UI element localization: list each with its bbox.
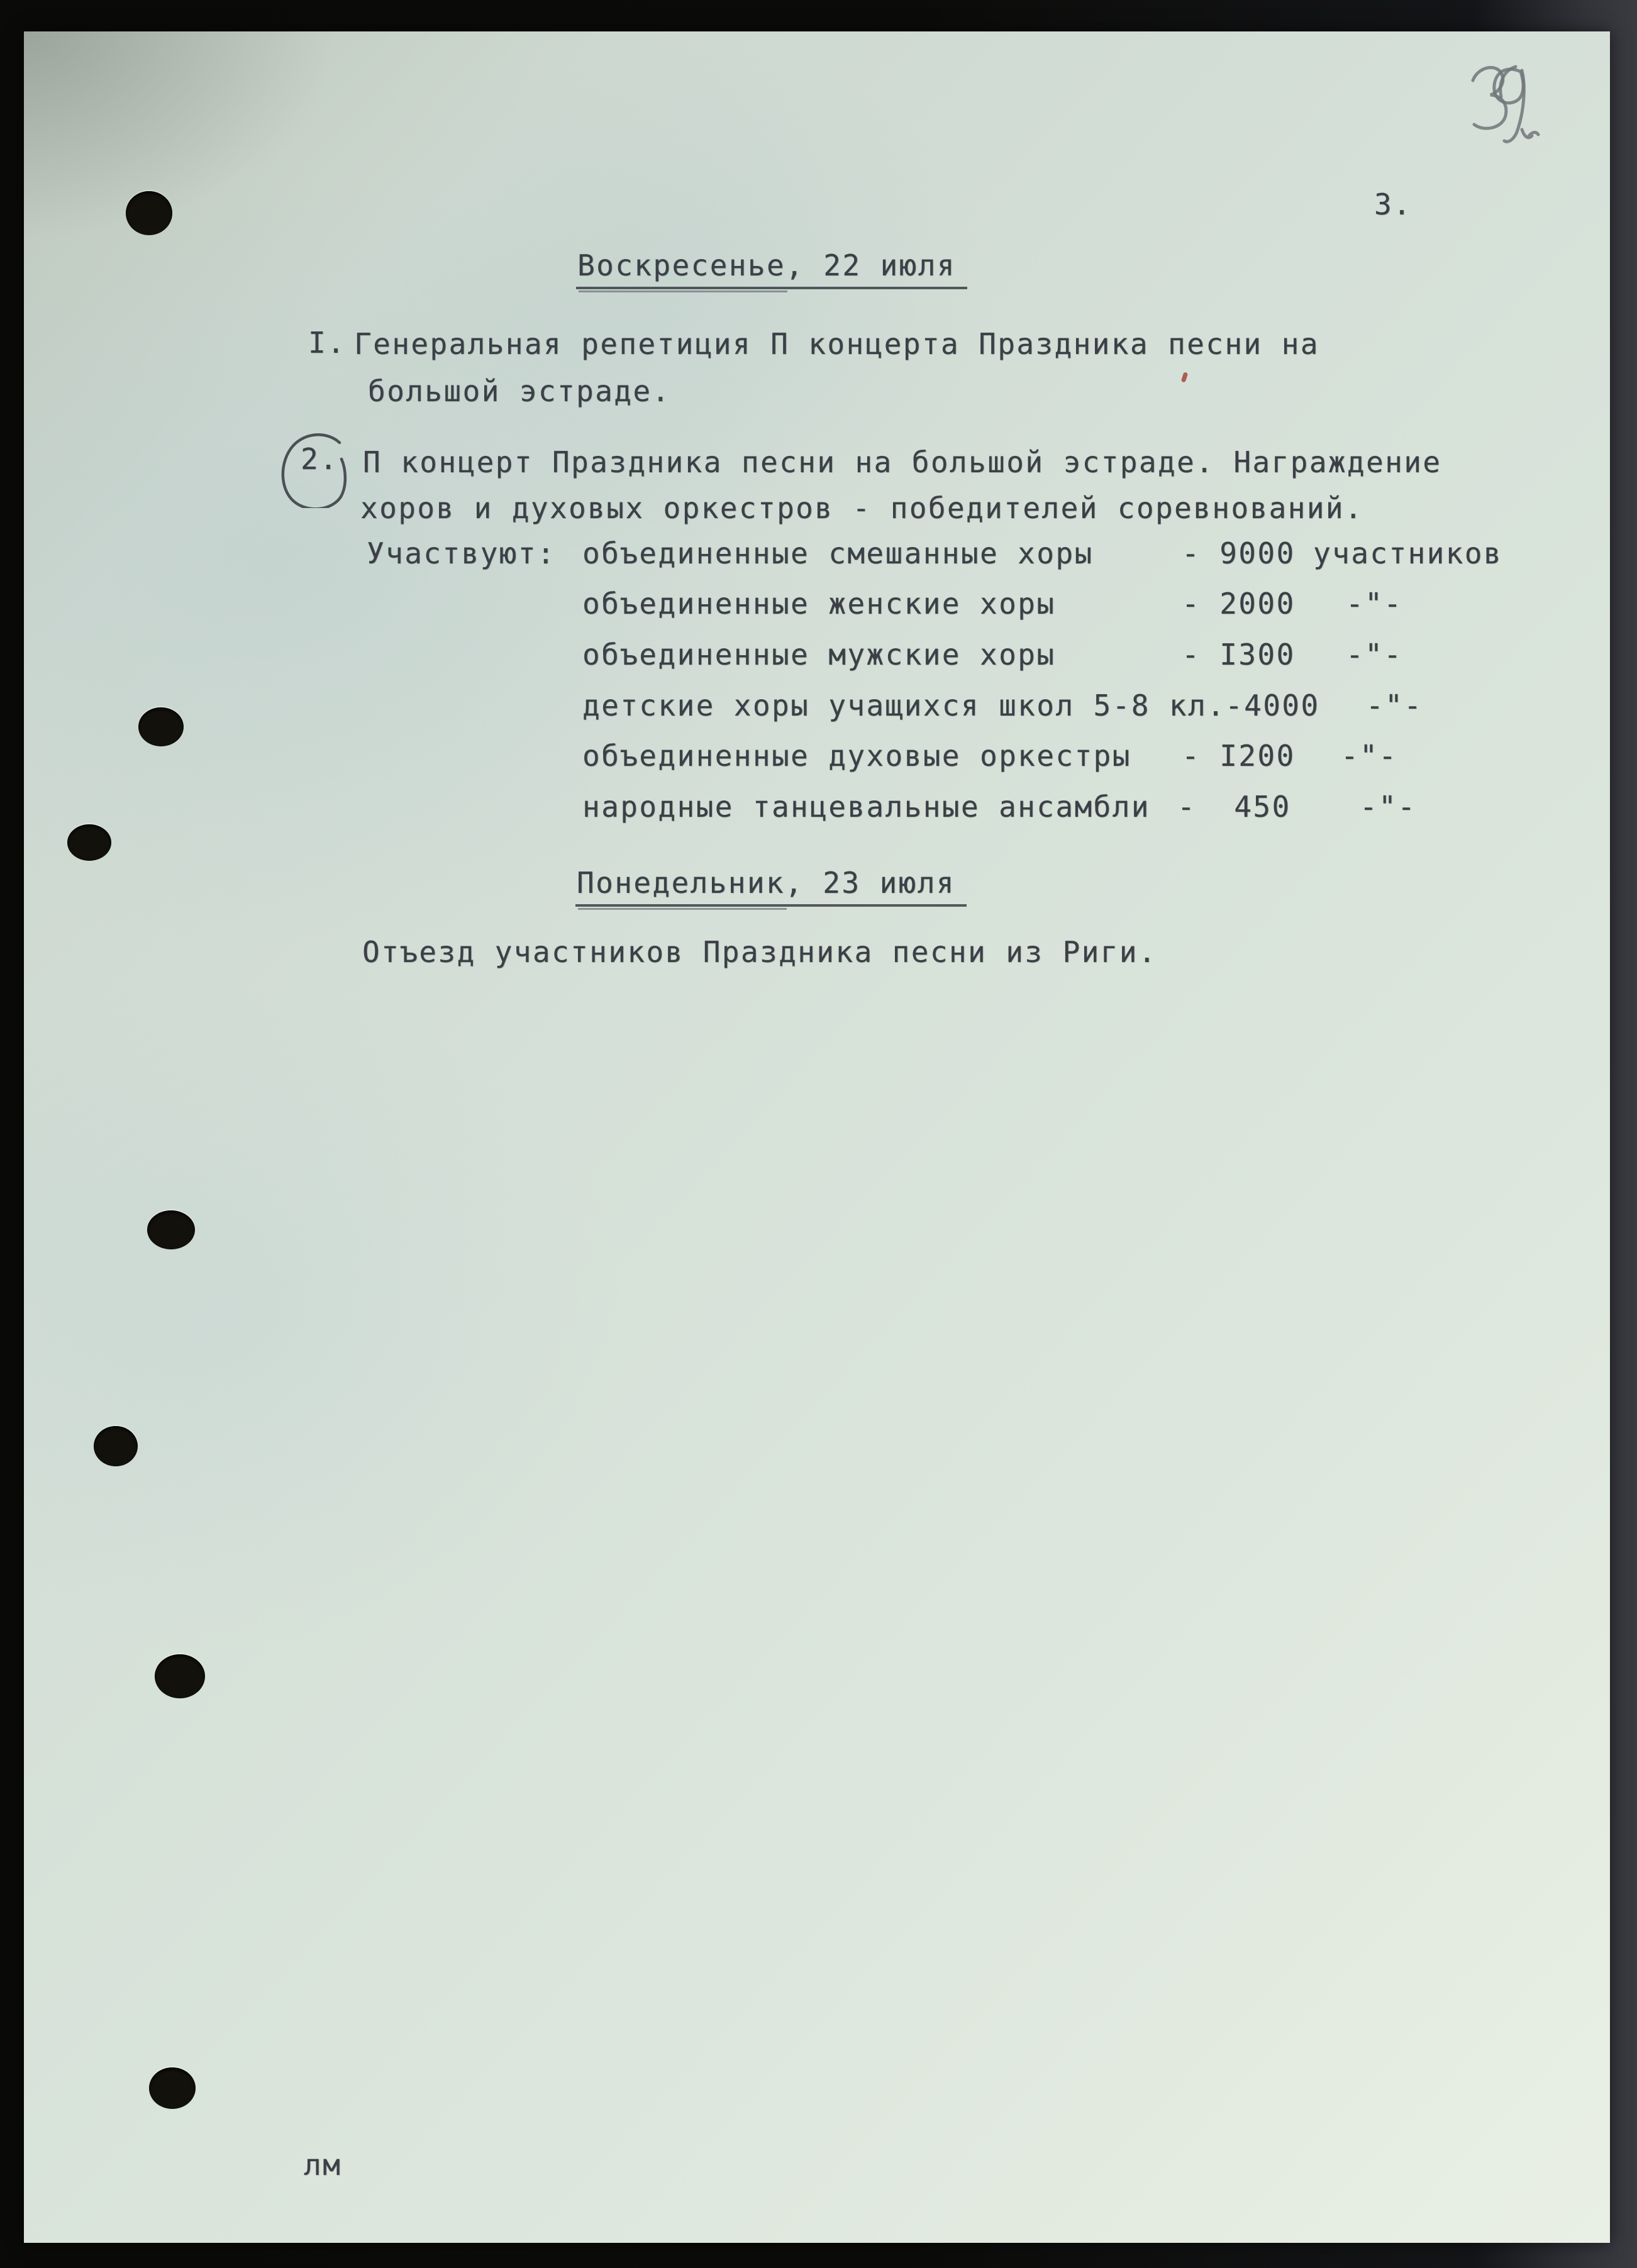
participant-count: - I300: [1182, 638, 1296, 672]
participant-group: народные танцевальные ансамбли: [582, 790, 1150, 824]
departure-text: Отъезд участников Праздника песни из Риги.: [362, 935, 1157, 969]
list-item-text: П концерт Праздника песни на большой эстраде. Награждение: [363, 445, 1442, 479]
typist-initials: лм: [304, 2148, 342, 2182]
punch-hole: [94, 1426, 138, 1466]
punch-hole: [138, 707, 184, 746]
participant-group: объединенные духовые оркестры: [582, 739, 1131, 773]
handwritten-page-number: [1467, 62, 1542, 147]
list-item-number: 2.: [301, 442, 339, 476]
participants-label: Участвуют:: [367, 536, 556, 570]
participant-unit: -"-: [1366, 689, 1423, 722]
participant-group: объединенные женские хоры: [582, 587, 1056, 621]
punch-hole: [67, 824, 111, 861]
punch-hole: [149, 2067, 196, 2109]
heading-sunday: Воскресенье, 22 июля: [576, 248, 967, 289]
heading-monday: Понедельник, 23 июля: [575, 866, 967, 907]
participant-unit: -"-: [1346, 587, 1403, 621]
list-item-text: большой эстраде.: [368, 374, 671, 408]
ink-speck: [1181, 372, 1189, 382]
participant-count: -4000: [1225, 689, 1320, 722]
participant-count: - I200: [1182, 739, 1296, 773]
list-item-text: Генеральная репетиция П концерта Праздника песни на: [354, 327, 1319, 361]
participant-count: - 9000: [1182, 536, 1296, 570]
participant-count: - 2000: [1182, 587, 1296, 621]
list-item-text: хоров и духовых оркестров - победителей соревнований.: [360, 491, 1363, 525]
punch-hole: [126, 191, 172, 235]
participant-unit: -"-: [1341, 739, 1398, 773]
participant-unit: -"-: [1360, 790, 1417, 824]
participant-group: объединенные мужские хоры: [582, 638, 1056, 672]
participant-unit: участников: [1313, 536, 1502, 570]
punch-hole: [147, 1210, 195, 1249]
page-number: 3.: [1374, 187, 1412, 221]
participant-group: объединенные смешанные хоры: [582, 536, 1094, 570]
participant-count: - 450: [1177, 790, 1291, 824]
punch-hole: [155, 1654, 205, 1698]
participant-group: детские хоры учащихся школ 5-8 кл.: [582, 689, 1226, 722]
list-item-number: I.: [308, 326, 347, 360]
document-page: [24, 31, 1610, 2243]
participant-unit: -"-: [1346, 638, 1403, 672]
